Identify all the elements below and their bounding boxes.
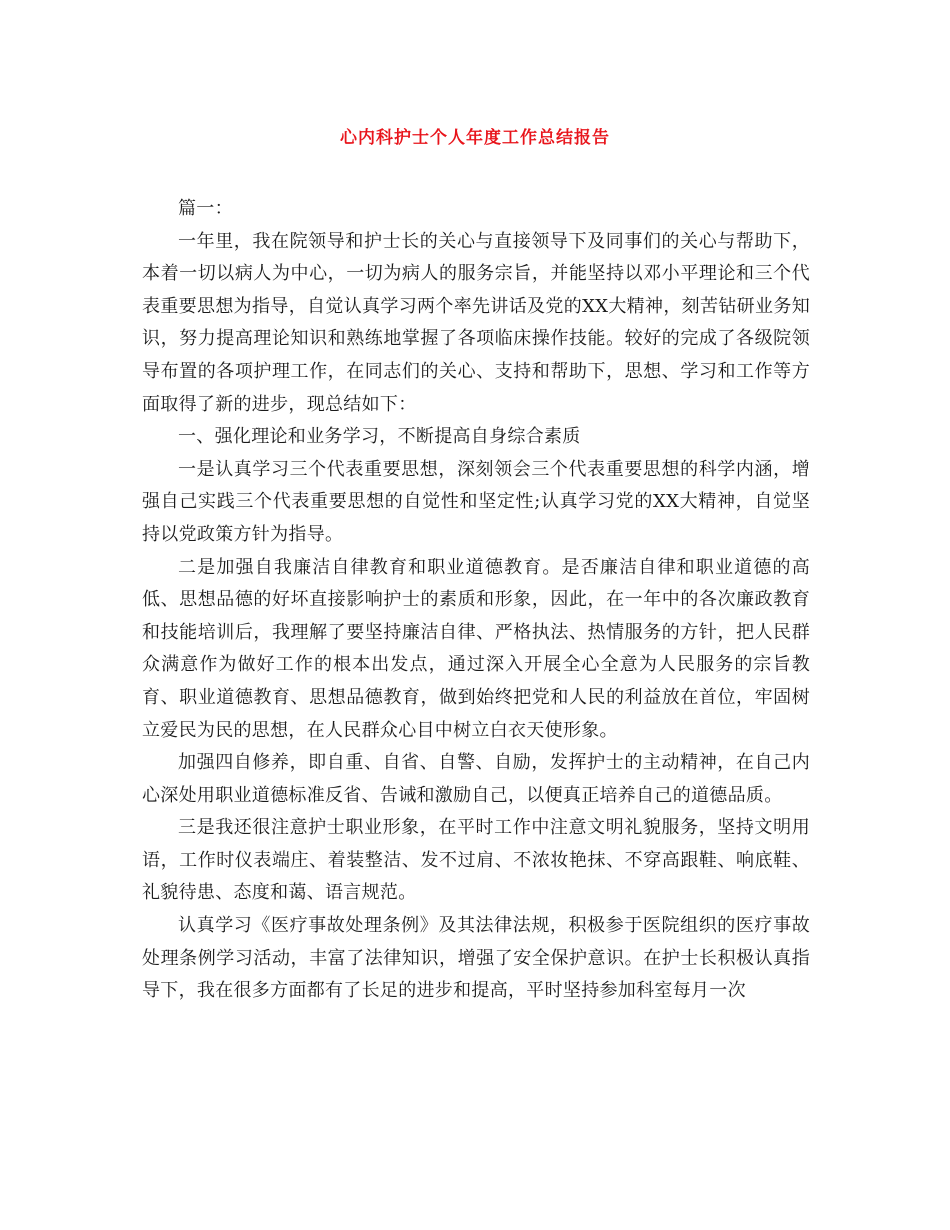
paragraph-point-three: 三是我还很注意护士职业形象，在平时工作中注意文明礼貌服务，坚持文明用语，工作时仪表端庄、着装整洁、发不过肩、不浓妆艳抹、不穿高跟鞋、响底鞋、礼貌待患、态度和蔼、语言规范。 — [142, 817, 810, 904]
paragraph-law-study: 认真学习《医疗事故处理条例》及其法律法规，积极参于医院组织的医疗事故处理条例学习活动，丰富了法律知识，增强了安全保护意识。在护士长积极认真指导下，我在很多方面都有了长足的进步和提高，平时坚持参加科室每月一次 — [142, 915, 810, 1002]
document-title: 心内科护士个人年度工作总结报告 — [340, 128, 610, 148]
paragraph-point-two: 二是加强自我廉洁自律教育和职业道德教育。是否廉洁自律和职业道德的高低、思想品德的好坏直接影响护士的素质和形象，因此，在一年中的各次廉政教育和技能培训后，我理解了要坚持廉洁自律、严格执法、热情服务的方针，把人民群众满意作为做好工作的根本出发点，通过深入开展全心全意为人民服务的宗旨教育、职业道德教育、思想品德教育，做到始终把党和人民的利益放在首位，牢固树立爱民为民的思想，在人民群众心目中树立白衣天使形象。 — [142, 556, 810, 741]
paragraph-heading-one: 一、强化理论和业务学习，不断提高自身综合素质 — [178, 426, 581, 448]
paragraph-section-label: 篇一： — [178, 198, 233, 219]
paragraph-intro: 一年里，我在院领导和护士长的关心与直接领导下及同事们的关心与帮助下，本着一切以病人为中心，一切为病人的服务宗旨，并能坚持以邓小平理论和三个代表重要思想为指导，自觉认真学习两个率先讲话及党的XX大精神，刻苦钻研业务知识，努力提高理论知识和熟练地掌握了各项临床操作技能。较好的完成了各级院领导布置的各项护理工作，在同志们的关心、支持和帮助下，思想、学习和工作等方面取得了新的进步，现总结如下： — [142, 230, 810, 415]
paragraph-point-one: 一是认真学习三个代表重要思想，深刻领会三个代表重要思想的科学内涵，增强自己实践三个代表重要思想的自觉性和坚定性;认真学习党的XX大精神，自觉坚持以党政策方针为指导。 — [142, 458, 810, 545]
document-body — [142, 193, 810, 1008]
paragraph-self-cultivation: 加强四自修养，即自重、自省、自警、自励，发挥护士的主动精神，在自己内心深处用职业道德标准反省、告诫和激励自己，以便真正培养自己的道德品质。 — [142, 752, 810, 806]
